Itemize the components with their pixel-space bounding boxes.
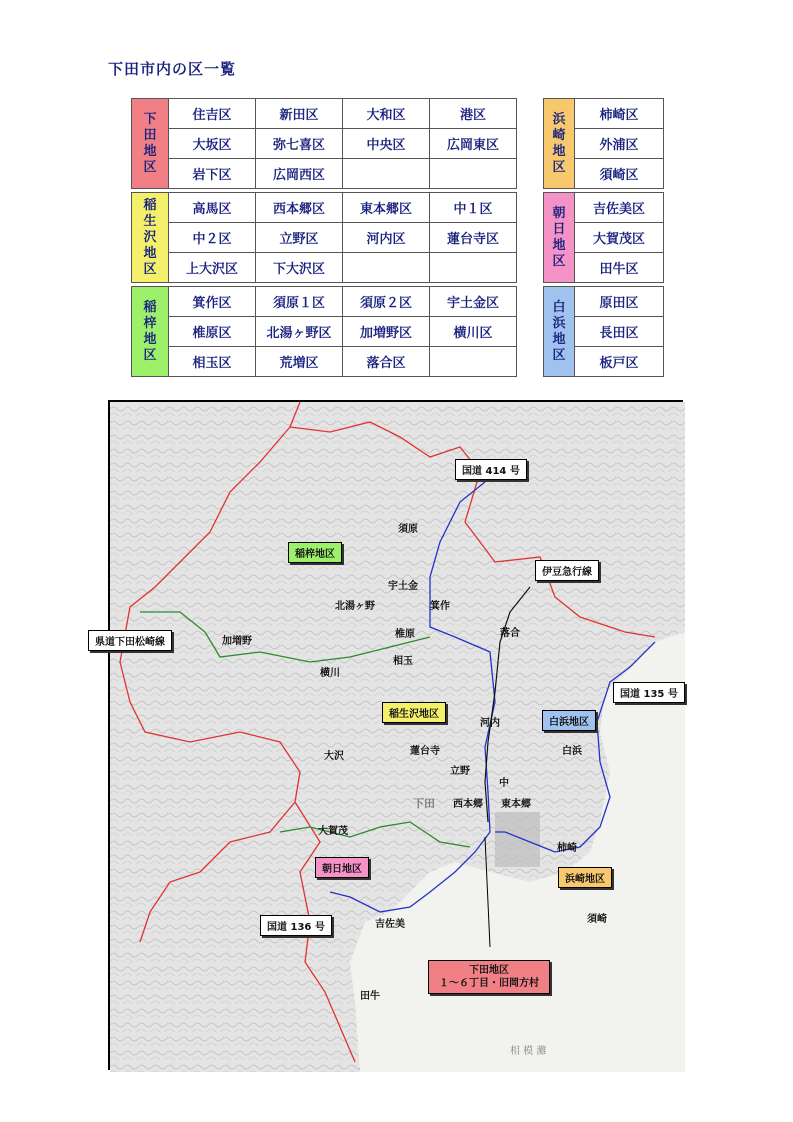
ward-cell: 柿崎区: [575, 99, 664, 129]
ward-cell: 東本郷区: [343, 193, 430, 223]
place-label-shirahama: 白浜: [562, 746, 582, 757]
map-canvas: [110, 402, 685, 1072]
ward-cell: [343, 253, 430, 283]
place-label-nishihongo: 西本郷: [453, 799, 483, 810]
ward-cell: 長田区: [575, 317, 664, 347]
shimoda-district-note: １～６丁目・旧岡方村: [439, 978, 539, 989]
place-label-kakisaki: 柿崎: [557, 843, 577, 854]
label-inazusa-district: 稲梓地区: [288, 542, 342, 563]
ward-cell: 原田区: [575, 287, 664, 317]
place-label-ochiai: 落合: [500, 628, 520, 639]
ward-cell: 大賀茂区: [575, 223, 664, 253]
ward-cell: 上大沢区: [169, 253, 256, 283]
place-label-kamasuno: 加増野: [222, 636, 252, 647]
city-map: [95, 400, 683, 1070]
place-label-shiibara: 椎原: [395, 629, 415, 640]
ward-cell: 北湯ヶ野区: [256, 317, 343, 347]
label-route-136: 国道 136 号: [260, 915, 332, 936]
ward-cell: [430, 347, 517, 377]
ward-cell: 中央区: [343, 129, 430, 159]
ward-cell: 宇土金区: [430, 287, 517, 317]
place-label-suzaki: 須崎: [587, 914, 607, 925]
ward-cell: 蓮台寺区: [430, 223, 517, 253]
place-label-sagami-sea: 相 模 灘: [510, 1046, 547, 1057]
ward-cell: 港区: [430, 99, 517, 129]
ward-cell: 板戸区: [575, 347, 664, 377]
ward-cell: 下大沢区: [256, 253, 343, 283]
place-label-mitsukuri: 箕作: [430, 601, 450, 612]
label-shimoda-district: [428, 960, 550, 994]
table-hamasaki: [543, 98, 664, 189]
ward-cell: 落合区: [343, 347, 430, 377]
table-inazusawa: [131, 192, 517, 283]
ward-cell: 岩下区: [169, 159, 256, 189]
place-label-rendaiji: 蓮台寺: [410, 746, 440, 757]
label-izukyu-line: 伊豆急行線: [535, 560, 599, 581]
ward-cell: 広岡東区: [430, 129, 517, 159]
ward-cell: [430, 159, 517, 189]
district-label-hamasaki: 浜崎地区: [544, 99, 575, 189]
ward-cell: 横川区: [430, 317, 517, 347]
place-label-tateno: 立野: [450, 766, 470, 777]
table-asahi: [543, 192, 664, 283]
place-label-aitama: 相玉: [393, 656, 413, 667]
district-label-shirahama: 白浜地区: [544, 287, 575, 377]
table-shimoda: [131, 98, 517, 189]
district-label-inazusawa: 稲生沢地区: [132, 193, 169, 283]
label-route-414: 国道 414 号: [455, 459, 527, 480]
ward-cell: 須原１区: [256, 287, 343, 317]
place-label-shimoda: 下田: [413, 797, 435, 810]
ward-cell: 新田区: [256, 99, 343, 129]
ward-cell: 西本郷区: [256, 193, 343, 223]
place-label-kawachi: 河内: [480, 718, 500, 729]
place-label-toji: 田牛: [360, 991, 380, 1002]
ward-cell: 須原２区: [343, 287, 430, 317]
district-label-inazusa: 稲梓地区: [132, 287, 169, 377]
district-label-asahi: 朝日地区: [544, 193, 575, 283]
label-route-135: 国道 135 号: [613, 682, 685, 703]
place-label-udogane: 宇土金: [388, 581, 418, 592]
ward-cell: 立野区: [256, 223, 343, 253]
ward-cell: [343, 159, 430, 189]
ward-cell: 大坂区: [169, 129, 256, 159]
ward-cell: 中２区: [169, 223, 256, 253]
ward-cell: 外浦区: [575, 129, 664, 159]
label-shirahama-district: 白浜地区: [542, 710, 596, 731]
ward-cell: 住吉区: [169, 99, 256, 129]
ward-cell: [430, 253, 517, 283]
page-title: 下田市内の区一覧: [108, 60, 237, 78]
district-label-shimoda: 下田地区: [132, 99, 169, 189]
ward-cell: 河内区: [343, 223, 430, 253]
place-label-kisami: 吉佐美: [375, 919, 405, 930]
ward-cell: 広岡西区: [256, 159, 343, 189]
ward-cell: 吉佐美区: [575, 193, 664, 223]
ward-cell: 田牛区: [575, 253, 664, 283]
label-asahi-district: 朝日地区: [315, 857, 369, 878]
table-shirahama: [543, 286, 664, 377]
ward-cell: 高馬区: [169, 193, 256, 223]
ward-cell: 中１区: [430, 193, 517, 223]
place-label-ogamo: 大賀茂: [318, 826, 348, 837]
place-label-yokokawa: 横川: [320, 668, 340, 679]
place-label-naka: 中: [499, 778, 509, 789]
town-area: [495, 812, 540, 867]
shimoda-district-name: 下田地区: [469, 965, 509, 976]
label-prefectural-road: 県道下田松崎線: [88, 630, 172, 651]
ward-cell: 加増野区: [343, 317, 430, 347]
table-inazusa: [131, 286, 517, 377]
ward-cell: 荒増区: [256, 347, 343, 377]
place-label-osawa: 大沢: [324, 751, 344, 762]
place-label-higashihongo: 東本郷: [501, 799, 531, 810]
place-label-suhara: 須原: [398, 524, 418, 535]
label-inazusawa-district: 稲生沢地区: [382, 702, 446, 723]
ward-cell: 椎原区: [169, 317, 256, 347]
label-hamasaki-district: 浜崎地区: [558, 867, 612, 888]
ward-cell: 弥七喜区: [256, 129, 343, 159]
ward-cell: 箕作区: [169, 287, 256, 317]
ward-cell: 須崎区: [575, 159, 664, 189]
ward-cell: 相玉区: [169, 347, 256, 377]
ward-cell: 大和区: [343, 99, 430, 129]
place-label-kitayugano: 北湯ヶ野: [335, 601, 375, 612]
